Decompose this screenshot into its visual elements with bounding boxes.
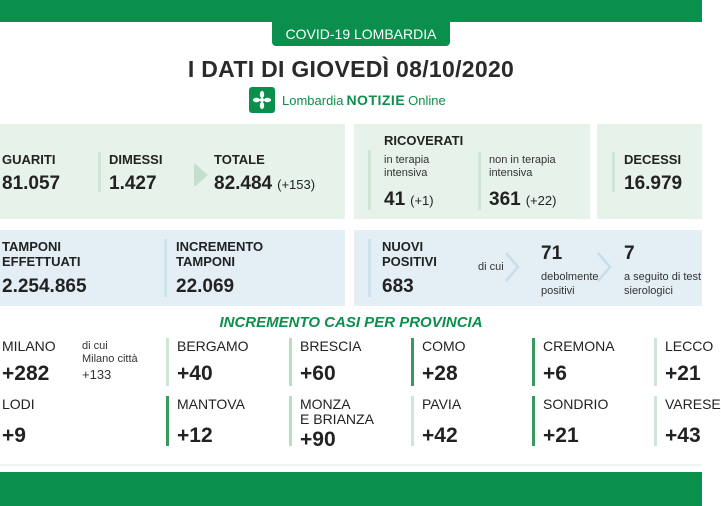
province-bergamo-name: BERGAMO xyxy=(177,338,249,354)
province-sondrio-value: +21 xyxy=(543,424,579,447)
province-bergamo-value: +40 xyxy=(177,362,213,385)
logo-notizie: NOTIZIE xyxy=(346,92,406,108)
tamponi-label-line1: TAMPONI xyxy=(2,239,61,254)
page-title: I DATI DI GIOVEDÌ 08/10/2020 xyxy=(187,56,515,82)
intensiva-number: 41 xyxy=(384,189,406,210)
divider xyxy=(532,396,535,446)
province-varese-name: VARESE xyxy=(665,396,721,412)
divider xyxy=(411,396,414,446)
logo-text xyxy=(282,92,446,108)
incremento-label-line1: INCREMENTO xyxy=(176,239,264,254)
arrow-right-icon xyxy=(194,163,208,187)
province-como-value: +28 xyxy=(422,362,458,385)
divider xyxy=(164,239,167,297)
intensiva-label: in terapia intensiva xyxy=(384,154,430,179)
province-section-title: INCREMENTO CASI PER PROVINCIA xyxy=(219,314,483,331)
sierologici-label-line2: sierologici xyxy=(624,285,673,297)
totale-value xyxy=(214,173,315,196)
province-cremona-name: CREMONA xyxy=(543,338,615,354)
intensiva-delta: (+1) xyxy=(410,193,434,208)
di-cui-label: di cui xyxy=(478,261,504,273)
intensiva-value xyxy=(384,189,434,212)
totale-label: TOTALE xyxy=(214,152,265,167)
province-lodi-name: LODI xyxy=(2,396,35,412)
divider xyxy=(289,338,292,386)
totale-delta: (+153) xyxy=(277,177,316,192)
province-sondrio-name: SONDRIO xyxy=(543,396,609,412)
province-monza-name-line1: MONZA xyxy=(300,396,351,412)
guariti-value: 81.057 xyxy=(2,173,61,194)
province-lecco-name: LECCO xyxy=(665,338,714,354)
bottom-bar xyxy=(0,472,702,506)
dimessi-value: 1.427 xyxy=(109,173,157,194)
tamponi-value: 2.254.865 xyxy=(2,276,87,297)
logo-online: Online xyxy=(408,93,446,108)
divider xyxy=(654,396,657,446)
incremento-label-line2: TAMPONI xyxy=(176,254,235,269)
debolmente-label-line1: debolmente xyxy=(541,271,599,283)
non-intensiva-number: 361 xyxy=(489,189,521,210)
recovered-panel xyxy=(0,124,345,219)
province-mantova-name: MANTOVA xyxy=(177,396,245,412)
non-intensiva-delta: (+22) xyxy=(525,193,557,208)
bottom-divider xyxy=(0,464,702,466)
province-varese-value: +43 xyxy=(665,424,701,447)
divider xyxy=(532,338,535,386)
province-milano-name: MILANO xyxy=(2,338,56,354)
province-brescia-name: BRESCIA xyxy=(300,338,362,354)
divider xyxy=(166,338,169,386)
province-lecco-value: +21 xyxy=(665,362,701,385)
logo-brand: Lombardia xyxy=(282,93,344,108)
non-intensiva-value xyxy=(489,189,556,212)
province-pavia-value: +42 xyxy=(422,424,458,447)
guariti-label: GUARITI xyxy=(2,152,56,167)
ricoverati-label: RICOVERATI xyxy=(384,133,464,148)
milano-citta-value: +133 xyxy=(82,367,112,382)
sierologici-label-line1: a seguito di test xyxy=(624,271,702,283)
debolmente-label-line2: positivi xyxy=(541,285,575,297)
debolmente-value: 71 xyxy=(541,243,563,264)
nuovi-label-line2: POSITIVI xyxy=(382,254,437,269)
incremento-value: 22.069 xyxy=(176,276,235,297)
divider xyxy=(654,338,657,386)
dimessi-label: DIMESSI xyxy=(109,152,163,167)
divider xyxy=(98,152,101,192)
region-tag: COVID-19 LOMBARDIA xyxy=(272,22,450,46)
divider xyxy=(166,396,169,446)
nuovi-value: 683 xyxy=(382,276,414,297)
province-milano-value: +282 xyxy=(2,362,50,385)
province-pavia-name: PAVIA xyxy=(422,396,462,412)
nuovi-label-line1: NUOVI xyxy=(382,239,424,254)
province-monza-name-line2: E BRIANZA xyxy=(300,411,374,427)
decessi-label: DECESSI xyxy=(624,152,682,167)
province-mantova-value: +12 xyxy=(177,424,213,447)
divider xyxy=(411,338,414,386)
province-cremona-value: +6 xyxy=(543,362,567,385)
divider xyxy=(612,152,615,192)
sierologici-value: 7 xyxy=(624,243,635,264)
divider xyxy=(478,152,481,210)
province-monza-value: +90 xyxy=(300,428,336,451)
lombardia-logo-icon xyxy=(249,87,275,113)
totale-number: 82.484 xyxy=(214,173,273,194)
milano-citta-line1: di cui xyxy=(82,340,108,352)
decessi-value: 16.979 xyxy=(624,173,683,194)
chevron-right-icon xyxy=(596,252,612,282)
divider xyxy=(289,396,292,446)
province-como-name: COMO xyxy=(422,338,466,354)
top-bar xyxy=(0,0,702,22)
divider xyxy=(368,150,371,210)
province-lodi-value: +9 xyxy=(2,424,26,447)
divider xyxy=(368,239,371,297)
tamponi-label-line2: EFFETTUATI xyxy=(2,254,81,269)
province-brescia-value: +60 xyxy=(300,362,336,385)
logo xyxy=(249,87,446,113)
milano-citta-line2: Milano città xyxy=(82,353,138,365)
chevron-right-icon xyxy=(504,252,520,282)
non-intensiva-label: non in terapia intensiva xyxy=(489,154,556,179)
